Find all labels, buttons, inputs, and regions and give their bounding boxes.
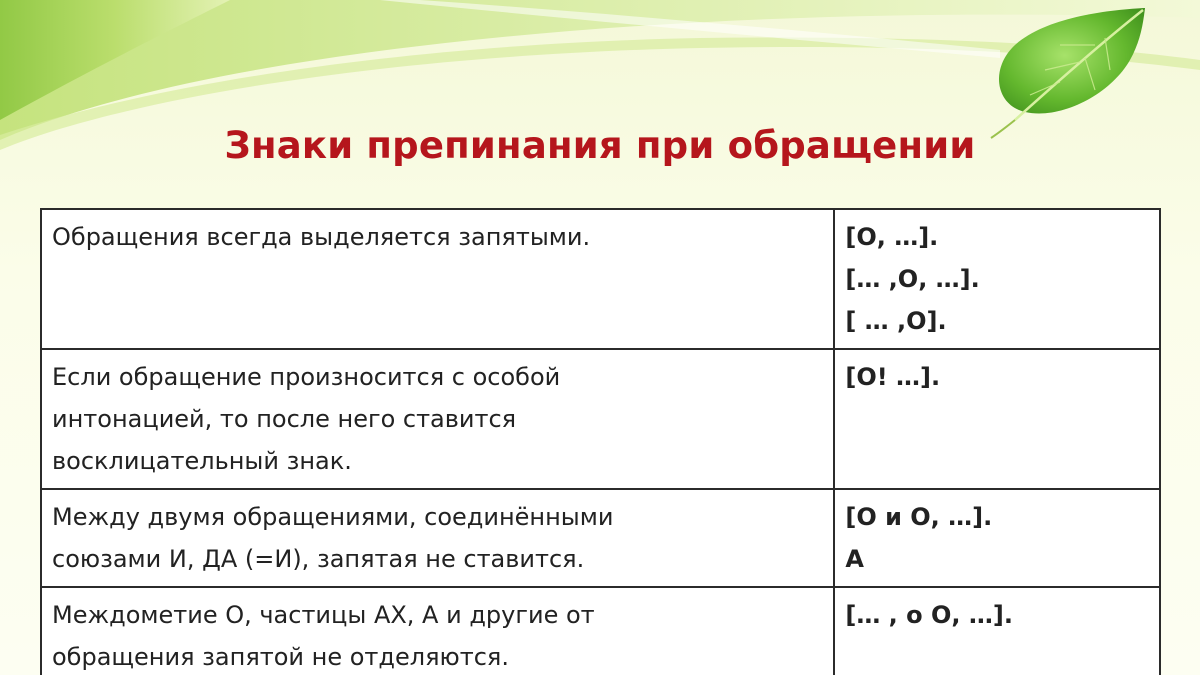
leaf-icon: [985, 0, 1155, 140]
slide-title: Знаки препинания при обращении: [224, 124, 976, 167]
scheme-cell: [834, 587, 1160, 675]
rule-text-line: Если обращение произносится с особой: [52, 363, 561, 391]
scheme-text-line: [… , о О, …].: [845, 601, 1013, 629]
rule-text-line: Обращения всегда выделяется запятыми.: [52, 223, 591, 251]
scheme-text-line: [… ,О, …].: [845, 265, 980, 293]
rule-text-line: Между двумя обращениями, соединёнными: [52, 503, 614, 531]
scheme-cell: [834, 349, 1160, 489]
rule-text-line: восклицательный знак.: [52, 447, 352, 475]
rule-cell: [41, 587, 834, 675]
scheme-text-line: [ … ,О].: [845, 307, 947, 335]
punctuation-rules-table: [40, 208, 1161, 675]
rule-text-line: союзами И, ДА (=И), запятая не ставится.: [52, 545, 585, 573]
scheme-text-line: [О, …].: [845, 223, 939, 251]
rule-text-line: интонацией, то после него ставится: [52, 405, 517, 433]
rule-cell: [41, 209, 834, 349]
table-row: [41, 489, 1160, 587]
rule-cell: [41, 489, 834, 587]
scheme-cell: [834, 489, 1160, 587]
table-row: [41, 209, 1160, 349]
scheme-text-line: [О и О, …].: [845, 503, 993, 531]
rule-text-line: обращения запятой не отделяются.: [52, 643, 509, 671]
table-row: [41, 349, 1160, 489]
scheme-text-line: [О! …].: [845, 363, 941, 391]
scheme-cell: [834, 209, 1160, 349]
rule-text-line: Междометие О, частицы АХ, А и другие от: [52, 601, 595, 629]
rule-cell: [41, 349, 834, 489]
table-row: [41, 587, 1160, 675]
scheme-text-line: А: [845, 545, 864, 573]
